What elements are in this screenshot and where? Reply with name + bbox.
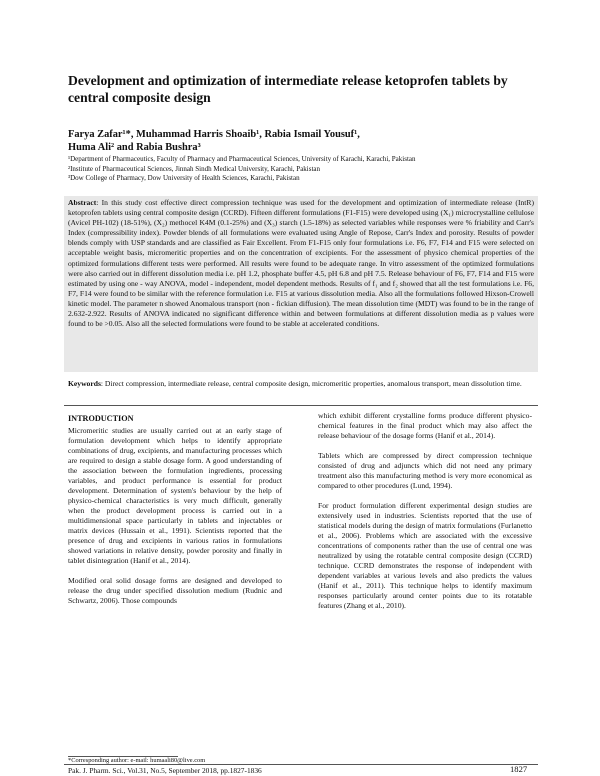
journal-citation: Pak. J. Pharm. Sci., Vol.31, No.5, September 2018, pp.1827-1836: [68, 766, 262, 775]
authors-line-1: Farya Zafar¹*, Muhammad Harris Shoaib¹, Rabia Ismail Yousuf¹,: [68, 129, 360, 140]
author-list: [68, 128, 538, 154]
paragraph: which exhibit different crystalline forms produce different physico-chemical features in the final product which may also affect the release behaviour of the dosage forms (Hanif et al., 2014).: [318, 411, 532, 440]
footer-divider: [64, 764, 538, 765]
abstract-label: Abstract: [68, 198, 97, 207]
paragraph: Micromeritic studies are usually carried out at an early stage of formulation development which helps to identify appropriate combinations of drug, excipients, and manufacturing processes which are required to design a stable dosage form. A good understanding of the association between the formulation ingredients, processing variables, and product performance is essential for product development. Determination of system's behaviour by the help of physico-chemical characteristics is very much difficult, generally when the product development process is carried out in a multidimensional space particularly in tablets and injectables or matrix devices (Hussain et al., 1991). Scientists reported that the presence of drug and excipients in various ratios in formulations showed variations in relative density, powder porosity and finally in tablet disintegration (Hanif et al., 2014).: [68, 426, 282, 565]
affiliation-3: ³Dow College of Pharmacy, Dow University of Health Sciences, Karachi, Pakistan: [68, 174, 300, 182]
paragraph: Modified oral solid dosage forms are designed and developed to release the drug under specified dissolution medium (Rudnic and Schwartz, 2006). Those compounds: [68, 576, 282, 605]
introduction-heading: INTRODUCTION: [68, 414, 134, 423]
corresponding-author-footnote: *Corresponding author: e-mail: humaali80@live.com: [68, 757, 206, 764]
keywords-label: Keywords: [68, 379, 101, 388]
paper-title: Development and optimization of intermediate release ketoprofen tablets by central composite design: [68, 73, 508, 105]
paragraph: For product formulation different experimental design studies are extensively used in industries. Scientists reported that the use of statistical models during the design of matrix formulations (Furlanetto et al., 2006). Problems which are associated with the excessive concentrations of components rather than the use of central one was neutralized by using the rotatable central composite design (CCRD) technique. CCRD demonstrates the response of independent with dependent variables at various levels and also predicts the values (Hanif et al., 2011). This technique helps to identify maximum responses particularly around center points due to its rotatable features (Zhang et al., 2010).: [318, 501, 532, 610]
section-divider: [64, 405, 538, 406]
keywords-text: : Direct compression, intermediate release, central composite design, micromeritic properties, anomalous transport, mean dissolution time.: [100, 379, 522, 388]
authors-line-2: Huma Ali² and Rabia Bushra³: [68, 142, 201, 153]
abstract: [68, 198, 534, 329]
affiliation-1: ¹Department of Pharmaceutics, Faculty of Pharmacy and Pharmaceutical Sciences, University of Karachi, Karachi, Pakistan: [68, 155, 416, 163]
paragraph: Tablets which are compressed by direct compression technique consisted of drug and adjuncts which did not need any primary treatment also this manufacturing method is very more economical as compared to other procedures (Lund, 1994).: [318, 451, 532, 490]
left-column: [68, 426, 282, 616]
abstract-text: : In this study cost effective direct compression technique was used for the development and optimization of intermediate release (IntR) ketoprofen tablets using central composite design (CCRD). Fifteen different formulations (F1-F15) were developed using (X₁) microcrystalline cellulose (Avicel PH-102) (18-51%), (X₂) methocel K4M (0.1-25%) and (X₃) starch (1.5-18%) as selected variables while responses were % friability and Carr's Index (compressibility index). Powder blends of all formulations were evaluated using Angle of Repose, Carr's Index and porosity. Results of powder blends comply with USP standards and are classified as Fair Excellent. From F1-F15 only four formulations i.e. F6, F7, F14 and F15 were selected on acceptable weight basis, micromeritic properties and on the concentration of excipients. For the assessment of physico chemical properties of the optimized formulations different tests were performed. All results were found to be adequate range. In vitro assessment of the optimized formulations were also carried out in different dissolution media i.e. pH 1.2, phosphate buffer 4.5, pH 6.8 and pH 7.5. Release behaviour of F6, F7, F14 and F15 were estimated by using one - way ANOVA, model - independent, model dependent methods. Results of f₁ and f₂ showed that all the test formulations i.e. F6, F7, F14 were found to be similar with the reference formulation i.e. F15 at various dissolution media. Also all the formulations followed Hixson-Crowell kinetic model. The parameter n showed Anomalous transport (non - fickian diffusion). The mean dissolution time (MDT) was found to be in the range of 2.632-2.922. Results of ANOVA indicated no significant difference within and between formulations at different dissolution media as p values were found to be >0.05. Also all the selected formulations were found to be stable at accelerated conditions.: [68, 198, 534, 329]
page-number: 1827: [510, 764, 528, 774]
keywords: [68, 379, 534, 389]
affiliations: [68, 155, 548, 184]
right-column: [318, 411, 532, 621]
affiliation-2: ²Institute of Pharmaceutical Sciences, Jinnah Sindh Medical University, Karachi, Pakistan: [68, 164, 321, 173]
